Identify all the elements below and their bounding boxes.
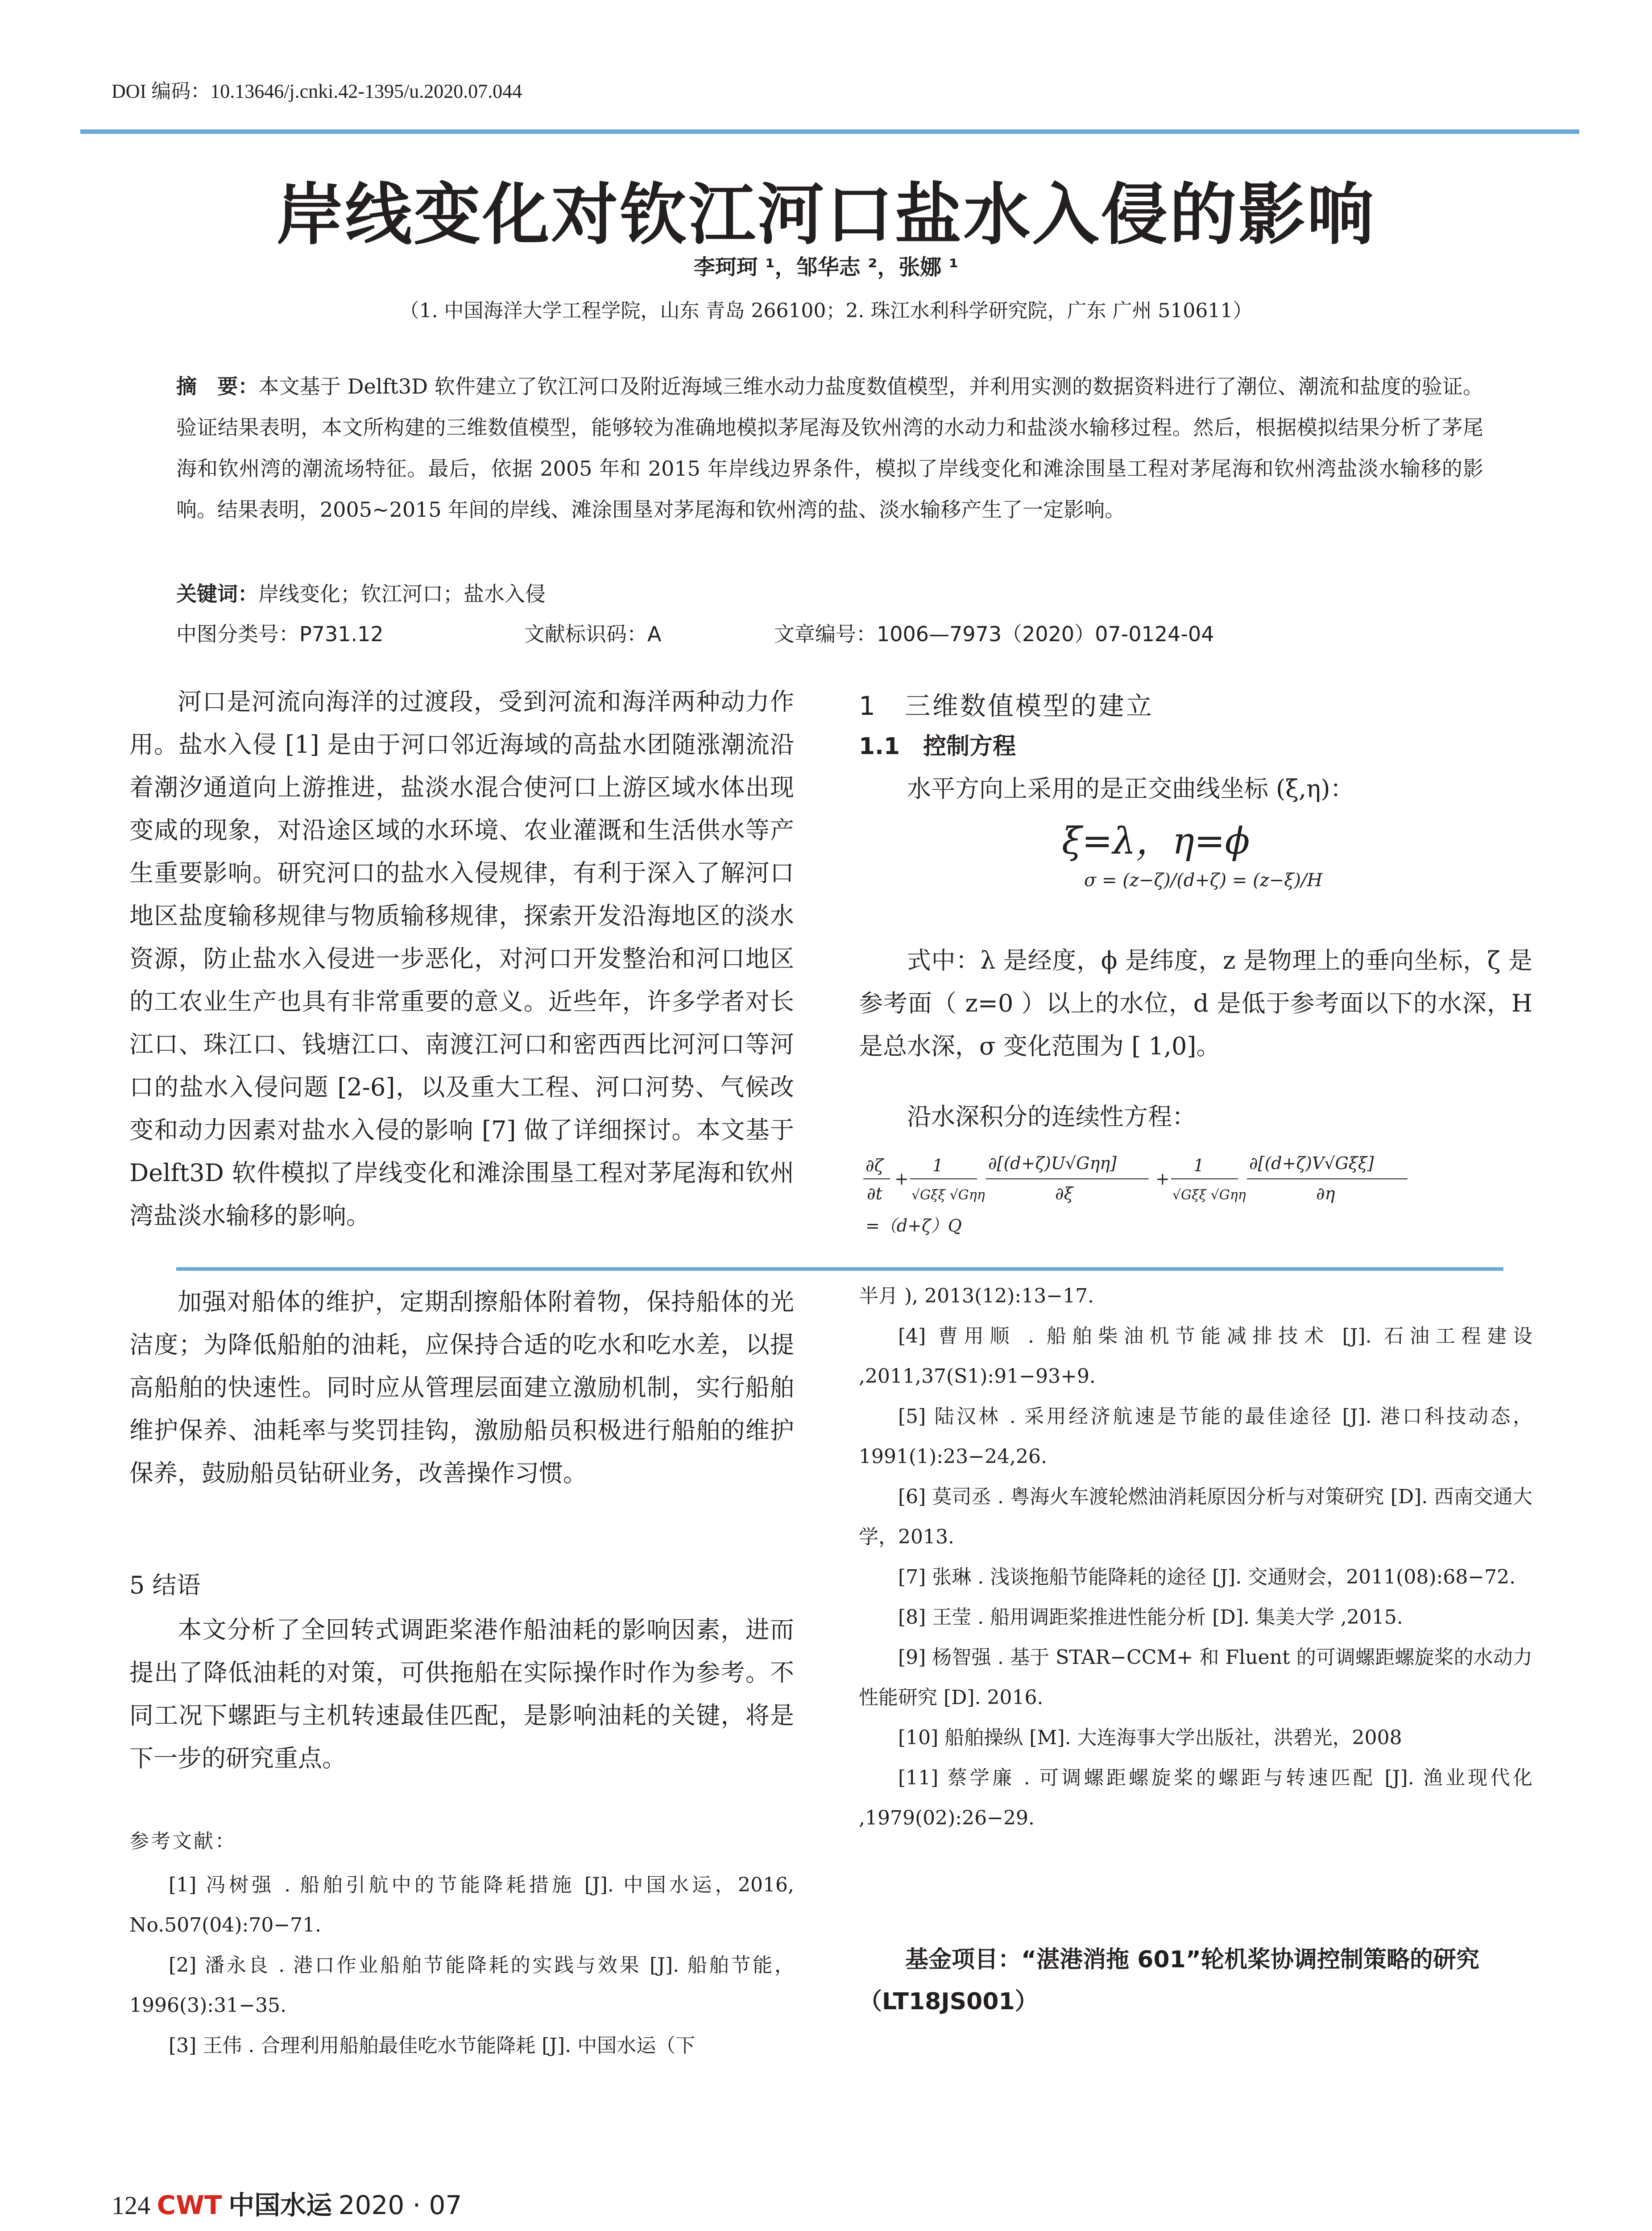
affiliations: （1. 中国海洋大学工程学院，山东 青岛 266100；2. 珠江水利科学研究院，广东 广州 510611） (399, 299, 1253, 322)
issue-label: 2020 · 07 (338, 2190, 462, 2220)
keywords (176, 578, 546, 607)
svg-text:+: + (1155, 1169, 1170, 1189)
conclusion-heading: 5 结语 (129, 1571, 201, 1599)
reference-item: [2] 潘永良 . 港口作业船舶节能降耗的实践与效果 [J]. 船舶节能，1996(3):31−35. (129, 1954, 794, 2017)
article-divider-rule (176, 1267, 1503, 1271)
reference-item: [3] 王伟 . 合理利用船舶最佳吃水节能降耗 [J]. 中国水运（下 (169, 2034, 696, 2057)
page-number: 124 (112, 2191, 150, 2220)
continuity-text: 沿水深积分的连续性方程： (907, 1103, 1196, 1131)
symbols-paragraph: 式中：λ 是经度，ϕ 是纬度，z 是物理上的垂向坐标，ζ 是参考面（ z=0 ）以上的水位，d 是低于参考面以下的水深，H 是总水深，σ 变化范围为 [ 1,0]。 (859, 946, 1532, 1060)
maintenance-paragraph: 加强对船体的维护，定期刮擦船体附着物，保持船体的光洁度；为降低船舶的油耗，应保持合适的吃水和吃水差，以提高船舶的快速性。同时应从管理层面建立激励机制，实行船舶维护保养、油耗率与奖罚挂钩，激励船员积极进行船舶的维护保养，鼓励船员钻研业务，改善操作习惯。 (129, 1288, 794, 1487)
keywords-label: 关键词： (176, 582, 258, 606)
coord-text: 水平方向上采用的是正交曲线坐标 (ξ,η)： (907, 775, 1354, 803)
svg-text:+: + (894, 1169, 909, 1189)
header-rule (80, 129, 1579, 134)
svg-text:1: 1 (1193, 1156, 1205, 1175)
authors: 李珂珂 ¹，邹华志 ²，张娜 ¹ (693, 255, 959, 280)
reference-item: [11] 蔡学廉 . 可调螺距螺旋桨的螺距与转速匹配 [J]. 渔业现代化 ,1979(02):26−29. (859, 1767, 1532, 1829)
clc-number: 中图分类号：P731.12 (176, 622, 384, 646)
reference-item: [6] 莫司丞 . 粤海火车渡轮燃油消耗原因分析与对策研究 [D]. 西南交通大学，2013. (859, 1485, 1532, 1548)
svg-text:√Gξξ √Gηη: √Gξξ √Gηη (911, 1187, 985, 1203)
svg-text:√Gξξ √Gηη: √Gξξ √Gηη (1172, 1187, 1246, 1203)
conclusion-paragraph: 本文分析了全回转式调距桨港作船油耗的影响因素，进而提出了降低油耗的对策，可供拖船在实际操作时作为参考。不同工况下螺距与主机转速最佳匹配，是影响油耗的关键，将是下一步的研究重点。 (129, 1616, 794, 1772)
subsection-heading: 1.1 控制方程 (859, 733, 1016, 760)
reference-item: [8] 王莹 . 船用调距桨推进性能分析 [D]. 集美大学 ,2015. (898, 1606, 1403, 1629)
article-title: 岸线变化对钦江河口盐水入侵的影响 (276, 175, 1376, 254)
reference-item: [7] 张琳 . 浅谈拖船节能降耗的途径 [J]. 交通财会，2011(08):68−72. (898, 1566, 1516, 1588)
journal-name: 中国水运 (228, 2190, 332, 2220)
reference-item: [10] 船舶操纵 [M]. 大连海事大学出版社，洪碧光，2008 (898, 1726, 1402, 1749)
equation-coordinates: ξ=λ，η=ϕ (1062, 820, 1250, 863)
svg-text:1: 1 (932, 1156, 944, 1175)
references-left (129, 1865, 794, 2066)
doi-line: DOI 编码：10.13646/j.cnki.42-1395/u.2020.07.044 (112, 80, 522, 102)
references-heading: 参考文献： (129, 1830, 236, 1853)
references-right (859, 1276, 1532, 1838)
document-code: 文献标识码：A (524, 622, 662, 646)
svg-text:∂[(d+ζ)V√Gξξ]: ∂[(d+ζ)V√Gξξ] (1249, 1153, 1374, 1173)
reference-item: [5] 陆汉林 . 采用经济航速是节能的最佳途径 [J]. 港口科技动态，1991(1):23−24,26. (859, 1405, 1532, 1468)
fund-note: 基金项目：“湛港消拖 601”轮机桨协调控制策略的研究（LT18JS001） (859, 1946, 1480, 2015)
journal-logo: CWT (157, 2190, 222, 2220)
abstract (176, 366, 1483, 530)
reference-continuation: 半月 ), 2013(12):13−17. (859, 1285, 1094, 1307)
reference-item: [4] 曹用顺 . 船舶柴油机节能减排技术 [J]. 石油工程建设 ,2011,37(S1):91−93+9. (859, 1325, 1532, 1388)
equation-sigma: σ = (z−ζ)/(d+ζ) = (z−ξ)/H (1084, 870, 1323, 891)
intro-paragraph: 河口是河流向海洋的过渡段，受到河流和海洋两种动力作用。盐水入侵 [1] 是由于河口邻近海域的高盐水团随涨潮流沿着潮汐通道向上游推进，盐淡水混合使河口上游区域水体出现变咸的现象，对沿途区域的水环境、农业灌溉和生活供水等产生重要影响。研究河口的盐水入侵规律，有利于深入了解河口地区盐度输移规律与物质输移规律，探索开发沿海地区的淡水资源，防止盐水入侵进一步恶化，对河口开发整治和河口地区的工农业生产也具有非常重要的意义。近些年，许多学者对长江口、珠江口、钱塘江口、南渡江河口和密西西比河河口等河口的盐水入侵问题 [2-6]，以及重大工程、河口河势、气候改变和动力因素对盐水入侵的影响 [7] 做了详细探讨。本文基于 Delft3D 软件模拟了岸线变化和滩涂围垦工程对茅尾海和钦州湾盐淡水输移的影响。 (129, 688, 794, 1230)
keywords-text: 岸线变化；钦江河口；盐水入侵 (258, 582, 546, 606)
reference-item: [1] 冯树强 . 船舶引航中的节能降耗措施 [J]. 中国水运，2016, No.507(04):70−71. (129, 1874, 794, 1937)
abstract-label: 摘 要： (176, 374, 259, 398)
svg-text:∂ξ: ∂ξ (1055, 1184, 1073, 1203)
svg-text:=（d+ζ）Q: =（d+ζ）Q (865, 1216, 962, 1236)
svg-text:∂η: ∂η (1316, 1184, 1335, 1203)
page-footer (112, 2184, 462, 2222)
continuity-equation (863, 1147, 1532, 1245)
svg-text:∂[(d+ζ)U√Gηη]: ∂[(d+ζ)U√Gηη] (988, 1153, 1117, 1173)
section-heading: 1 三维数值模型的建立 (859, 691, 1154, 721)
reference-item: [9] 杨智强 . 基于 STAR−CCM+ 和 Fluent 的可调螺距螺旋桨的水动力性能研究 [D]. 2016. (859, 1646, 1532, 1709)
svg-text:∂ζ: ∂ζ (865, 1156, 884, 1175)
abstract-text: 本文基于 Delft3D 软件建立了钦江河口及附近海域三维水动力盐度数值模型，并利用实测的数据资料进行了潮位、潮流和盐度的验证。验证结果表明，本文所构建的三维数值模型，能够较为准确地模拟茅尾海及钦州湾的水动力和盐淡水输移过程。然后，根据模拟结果分析了茅尾海和钦州湾的潮流场特征。最后，依据 2005 年和 2015 年岸线边界条件，模拟了岸线变化和滩涂围垦工程对茅尾海和钦州湾盐淡水输移的影响。结果表明，2005~2015 年间的岸线、滩涂围垦对茅尾海和钦州湾的盐、淡水输移产生了一定影响。 (176, 374, 1484, 522)
svg-text:∂t: ∂t (867, 1184, 882, 1203)
article-number: 文章编号：1006—7973（2020）07-0124-04 (774, 622, 1214, 646)
